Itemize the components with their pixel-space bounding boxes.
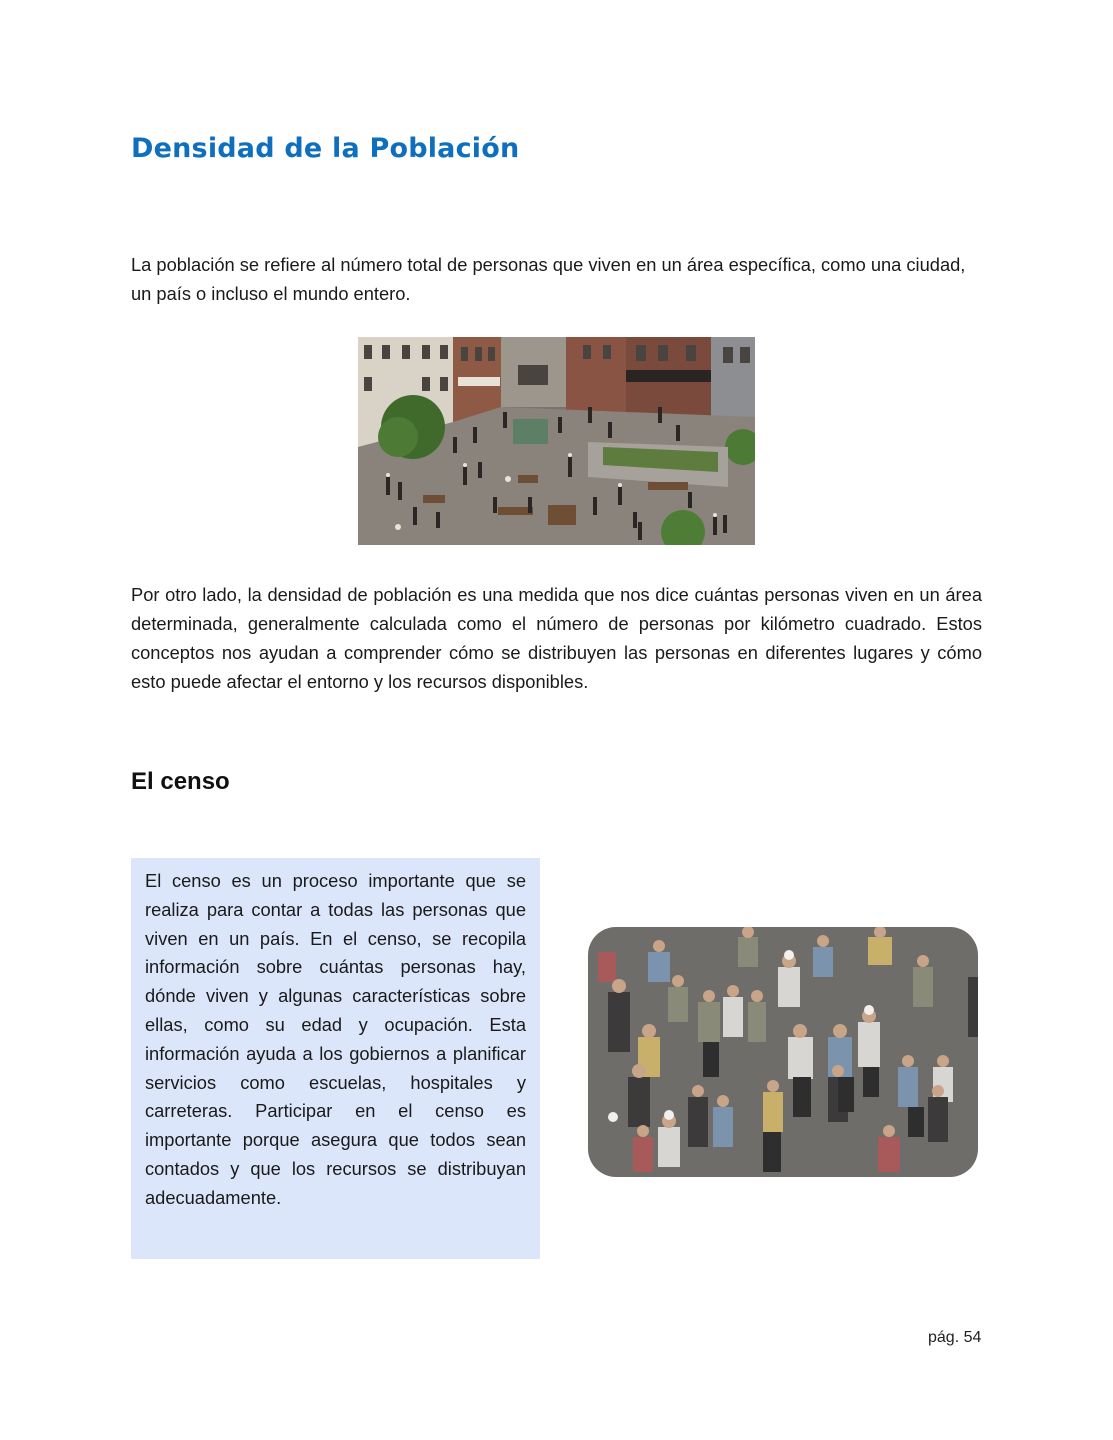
census-info-text: El censo es un proceso importante que se realiza para contar a todas las personas que viven en un país. En el censo, se recopila información sobre cuántas personas hay, dónde viven y algunas características sobre ellas, como su edad y ocupación. Esta información ayuda a los gobiernos a planificar servicios como escuelas, hospitales y carreteras. Participar en el censo es importante porque asegura que todos sean contados y que los recursos se distribuyan adecuadamente. (145, 870, 526, 1208)
intro-paragraph: La población se refiere al número total de personas que viven en un área específica, como una ciudad, un país o incluso el mundo entero. (131, 254, 966, 304)
census-info-box (131, 858, 540, 1259)
page-number: pág. 54 (928, 1329, 982, 1346)
page-title: Densidad de la Población (131, 133, 520, 164)
census-crowd-image (588, 927, 978, 1177)
density-paragraph: Por otro lado, la densidad de población es una medida que nos dice cuántas personas viven en un área determinada, generalmente calculada como el número de personas por kilómetro cuadrado. Estos conceptos nos ayudan a comprender cómo se distribuyen las personas en diferentes lugares y cómo esto puede afectar el entorno y los recursos disponibles. (131, 584, 982, 692)
town-square-crowd-image (358, 337, 755, 545)
section-heading: El censo (131, 768, 230, 795)
